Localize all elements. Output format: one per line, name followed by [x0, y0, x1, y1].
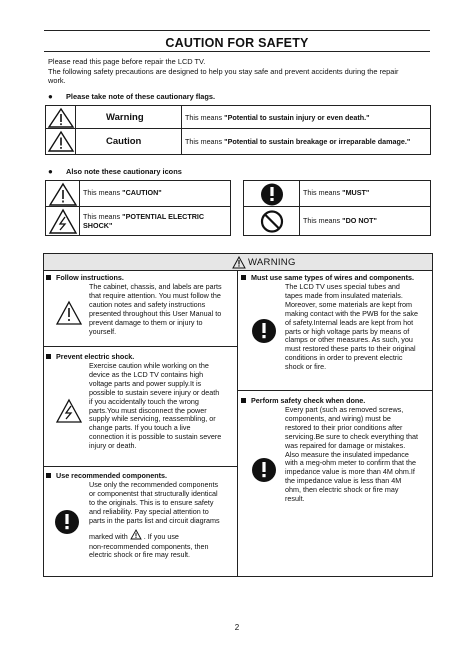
caution-triangle-icon: [46, 129, 76, 155]
icon-cell: [46, 207, 80, 235]
section-divider: [237, 390, 433, 391]
caution-triangle-icon: [130, 529, 142, 540]
prohibited-circle-icon: [244, 207, 300, 236]
icon-meaning: [83, 189, 162, 198]
body-line: with a meg-ohm meter to confirm that the: [285, 458, 417, 468]
body-line: Also measure the insulated impedance: [285, 449, 409, 459]
flag-label: Caution: [106, 136, 142, 147]
icon-row-caution: [45, 180, 231, 207]
must-exclamation-icon: [251, 318, 277, 344]
flag-label-cell: [76, 129, 182, 154]
bullet-icons: [48, 167, 428, 177]
body-line: Use only the recommended components: [89, 480, 219, 489]
flag-meaning-prefix: This means: [185, 137, 225, 146]
page-number: 2: [234, 623, 240, 632]
caution-triangle-icon: [46, 181, 80, 208]
body-line: [89, 529, 220, 543]
icon-row-shock: [45, 207, 231, 236]
section-body-components: [89, 481, 220, 560]
bullet-text: Please take note of these cautionary flags.: [66, 92, 216, 101]
flag-meaning-prefix: This means: [185, 113, 225, 122]
section-heading-shock: [46, 352, 134, 361]
body-line: supply while servicing, reassembling, or: [89, 414, 216, 424]
flag-meaning: [185, 113, 370, 122]
section-heading-text: Must use same types of wires and components.: [251, 273, 414, 282]
body-text: . If you use: [143, 531, 179, 541]
body-line: if you accidentally touch the wrong: [89, 396, 199, 406]
flag-label-cell: [76, 106, 182, 128]
section-heading-check: [241, 396, 365, 405]
body-line: device as the LCD TV contains high: [89, 369, 204, 379]
body-line: or componentst that structurally identical: [89, 488, 218, 498]
bullet-dot-icon: ●: [48, 167, 53, 176]
body-line: parts.You must disconnect the power: [89, 405, 207, 415]
square-bullet-icon: [241, 398, 246, 403]
icon-meaning-prefix: This means: [83, 212, 123, 221]
flag-icon-cell: [46, 129, 76, 154]
body-line: possible to sustain severe injury or death: [89, 387, 220, 397]
icon-meaning-value: "DO NOT": [342, 216, 377, 225]
body-line: result.: [285, 494, 305, 504]
body-line: was repaired for damage or mistakes.: [285, 440, 406, 450]
body-line: prevent damage to them or injury to: [89, 317, 203, 327]
flag-meaning: [185, 137, 410, 146]
body-line: shock or fire.: [285, 362, 327, 372]
electric-shock-triangle-icon: [46, 207, 80, 236]
icon-meaning-value: "CAUTION": [122, 188, 162, 197]
icon-meaning-prefix: This means: [303, 188, 343, 197]
body-line: voltage parts and power supply.It is: [89, 378, 202, 388]
body-line: to the originals. This is to ensure safety: [89, 497, 214, 507]
caution-triangle-icon: [55, 300, 83, 326]
bullet-text: Also note these cautionary icons: [66, 167, 182, 176]
intro-text: [48, 57, 432, 86]
warning-triangle-icon: [232, 256, 246, 269]
icon-row-must: [243, 180, 431, 207]
body-line: components, and wiring) must be: [285, 413, 391, 423]
section-body-wires: [285, 283, 418, 372]
icon-row-do-not: [243, 207, 431, 236]
body-line: restored to their prior conditions after: [285, 422, 403, 432]
body-line: caution notes and safety instructions: [89, 299, 206, 309]
body-line: the impedance value is less than 4M: [285, 476, 402, 486]
body-line: parts in the parts list and circuit diagrams: [89, 515, 220, 525]
flag-meaning-value: "Potential to sustain injury or even death.": [224, 113, 370, 122]
body-line: The LCD TV uses special tubes and: [285, 282, 400, 291]
flag-row-warning: [45, 105, 431, 129]
warning-header-title: WARNING: [248, 257, 296, 268]
body-line: clamps or other measures. As such, you: [285, 335, 413, 345]
icon-meaning: [83, 213, 204, 230]
body-line: electric shock or fire may result.: [89, 550, 191, 560]
body-line: Exercise caution while working on the: [89, 361, 209, 370]
square-bullet-icon: [46, 473, 51, 478]
body-line: change parts. If you touch a live: [89, 423, 191, 433]
body-line: and reliability. Pay special attention to: [89, 506, 209, 516]
electric-shock-triangle-icon: [55, 398, 83, 424]
title-rule: [44, 51, 430, 52]
square-bullet-icon: [46, 275, 51, 280]
square-bullet-icon: [241, 275, 246, 280]
body-line: non-recommended components, then: [89, 541, 209, 551]
body-line: servicing.Be sure to check everything that: [285, 431, 419, 441]
body-line: The cabinet, chassis, and labels are parts: [89, 282, 222, 291]
body-line: of safety.Internal leads are kept from hot: [285, 317, 414, 327]
warning-triangle-icon: [46, 106, 76, 130]
must-exclamation-icon: [251, 457, 277, 483]
body-line: parts or high voltage parts by means of: [285, 326, 410, 336]
section-divider: [43, 466, 237, 467]
icon-meaning-prefix: This means: [83, 188, 123, 197]
intro-line: The following safety precautions are designed to help you stay safe and prevent accidents during the repair: [48, 66, 399, 76]
icon-meaning-value: SHOCK": [83, 220, 113, 230]
intro-line: work.: [48, 76, 66, 86]
body-line: Every part (such as removed screws,: [285, 405, 404, 414]
icon-meaning: [303, 217, 377, 226]
body-line: tapes made from insulated materials.: [285, 290, 403, 300]
icon-meaning-value: "POTENTIAL ELECTRIC: [122, 212, 205, 221]
section-body-shock: [89, 362, 221, 451]
bullet-flags: [48, 92, 428, 102]
icon-meaning-prefix: This means: [303, 216, 343, 225]
section-heading-components: [46, 471, 167, 480]
must-exclamation-icon: [244, 181, 300, 208]
body-line: connection it is possible to sustain severe: [89, 432, 222, 442]
must-exclamation-icon: [54, 509, 80, 535]
section-heading-text: Use recommended components.: [56, 471, 168, 480]
intro-line: Please read this page before repair the LCD TV.: [48, 57, 206, 66]
body-line: conditions in order to prevent electric: [285, 353, 403, 363]
body-line: making contact with the PWB for the sake: [285, 308, 419, 318]
body-line: ohm, then electric shock or fire may: [285, 485, 399, 495]
flag-label: Warning: [106, 112, 144, 123]
section-heading-follow: [46, 273, 124, 282]
body-line: presented throughout this User Manual to: [89, 308, 222, 318]
bullet-dot-icon: ●: [48, 92, 53, 101]
page-title: CAUTION FOR SAFETY: [165, 36, 309, 50]
icon-cell: [244, 207, 300, 235]
body-text: marked with: [89, 531, 128, 541]
square-bullet-icon: [46, 354, 51, 359]
body-line: that require attention. You must follow the: [89, 290, 221, 300]
warning-header: [43, 253, 433, 271]
section-body-check: [285, 406, 418, 504]
body-line: Moreover, some materials are kept from: [285, 299, 413, 309]
section-heading-wires: [241, 273, 414, 282]
icon-meaning-value: "MUST": [342, 188, 370, 197]
icon-cell: [46, 181, 80, 206]
body-line: injury or death.: [89, 441, 137, 451]
section-heading-text: Prevent electric shock.: [56, 352, 135, 361]
flag-meaning-value: "Potential to sustain breakage or irreparable damage.": [224, 137, 411, 146]
section-heading-text: Perform safety check when done.: [251, 396, 366, 405]
top-rule: [44, 30, 430, 31]
icon-meaning: [303, 189, 369, 198]
section-heading-text: Follow instructions.: [56, 273, 124, 282]
body-line: yourself.: [89, 326, 117, 336]
column-divider: [237, 271, 238, 577]
body-line: must restored these parts to their original: [285, 344, 416, 354]
flag-row-caution: [45, 129, 431, 155]
section-divider: [43, 346, 237, 347]
body-line: impedance value is more than 4M ohm.If: [285, 467, 415, 477]
flag-icon-cell: [46, 106, 76, 128]
section-body-follow: [89, 283, 222, 336]
icon-cell: [244, 181, 300, 206]
